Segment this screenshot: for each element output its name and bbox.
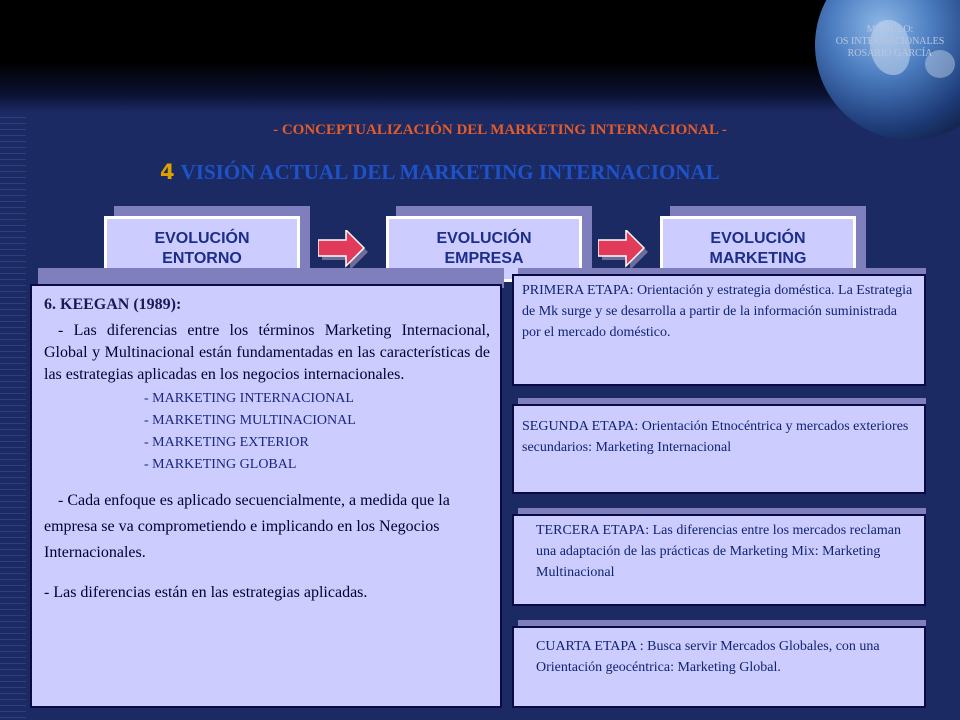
- stage-text: TERCERA ETAPA: Las diferencias entre los mercados reclaman una adaptación de las prácticas de Marketing Mix: Marketing Multinacional: [536, 523, 901, 580]
- page-title: - CONCEPTUALIZACIÓN DEL MARKETING INTERNACIONAL -: [273, 122, 727, 138]
- stage-text: PRIMERA ETAPA: Orientación y estrategia doméstica. La Estrategia de Mk surge y se desarrolla a partir de la información suministrada por el mercado doméstico.: [522, 283, 913, 340]
- stage-box-2: [512, 404, 926, 494]
- list-item: - MARKETING EXTERIOR: [144, 435, 309, 450]
- globe-image: [815, 0, 960, 140]
- right-arrow-icon: [318, 230, 370, 270]
- marketing-types-list: [144, 388, 490, 476]
- stage-text: SEGUNDA ETAPA: Orientación Etnocéntrica y mercados exteriores secundarios: Marketing Internacional: [522, 419, 909, 455]
- module-line: MÓDULO:: [866, 24, 914, 35]
- stage-box-4: [512, 626, 926, 708]
- evolution-label: EVOLUCIÓN MARKETING: [669, 225, 847, 273]
- keegan-panel: [30, 284, 502, 708]
- evolution-label: EVOLUCIÓN EMPRESA: [395, 225, 573, 273]
- bullet-icon: 4: [160, 160, 175, 184]
- keegan-paragraph: - Las diferencias entre los términos Marketing Internacional, Global y Multinacional están fundamentadas en las características de las estrategias aplicadas en los negocios internacionales.: [44, 322, 490, 383]
- stage-text: CUARTA ETAPA : Busca servir Mercados Globales, con una Orientación geocéntrica: Marketing Global.: [536, 639, 880, 675]
- section-title: [160, 160, 720, 185]
- stage-box-1: [512, 274, 926, 386]
- module-line: OS INTERNACIONALES: [835, 36, 945, 47]
- keegan-heading: 6. KEEGAN (1989):: [44, 296, 182, 313]
- section-title-text: VISIÓN ACTUAL DEL MARKETING INTERNACIONAL: [180, 160, 720, 184]
- stage-box-3: [512, 514, 926, 606]
- evolution-label: EVOLUCIÓN ENTORNO: [113, 225, 291, 273]
- list-item: - MARKETING GLOBAL: [144, 457, 297, 472]
- keegan-paragraph: - Cada enfoque es aplicado secuencialmente, a medida que la empresa se va comprometiendo e implicando en los Negocios Internacionales.: [44, 492, 450, 561]
- list-item: - MARKETING MULTINACIONAL: [144, 413, 356, 428]
- right-arrow-icon: [598, 230, 650, 270]
- module-label: [820, 24, 960, 60]
- list-item: - MARKETING INTERNACIONAL: [144, 391, 354, 406]
- module-line: ROSARIO GARCÍA: [847, 48, 933, 59]
- keegan-paragraph: - Las diferencias están en las estrategias aplicadas.: [44, 584, 368, 601]
- left-stripes-decoration: [0, 112, 26, 720]
